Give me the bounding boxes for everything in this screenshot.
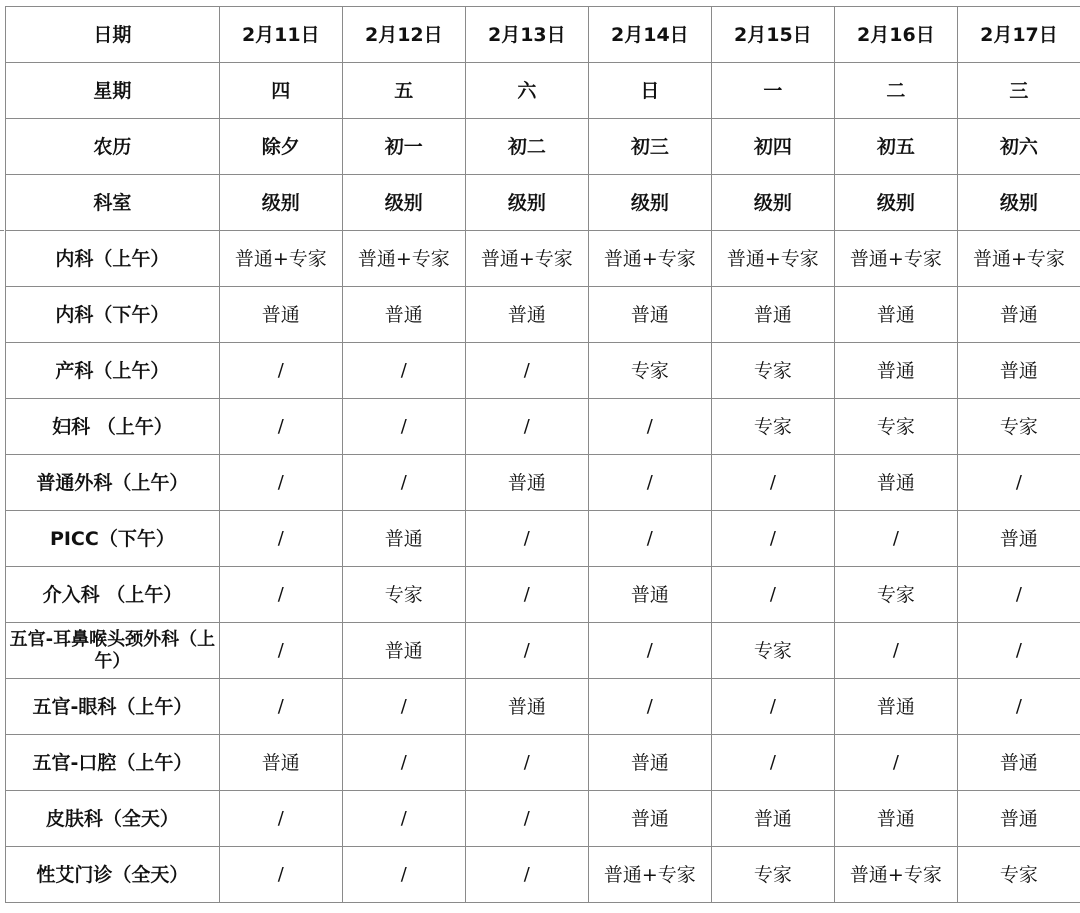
schedule-cell: / bbox=[588, 679, 711, 735]
schedule-cell: 普通 bbox=[957, 791, 1080, 847]
schedule-cell: 普通 bbox=[588, 567, 711, 623]
schedule-cell: / bbox=[588, 511, 711, 567]
row-header-label: 日期 bbox=[6, 7, 220, 63]
header-row bbox=[6, 63, 1080, 119]
header-cell: 五 bbox=[342, 63, 465, 119]
schedule-cell: 普通 bbox=[957, 735, 1080, 791]
schedule-cell: 专家 bbox=[342, 567, 465, 623]
header-cell: 三 bbox=[957, 63, 1080, 119]
table-row bbox=[6, 511, 1080, 567]
table-row bbox=[6, 455, 1080, 511]
header-cell: 初三 bbox=[588, 119, 711, 175]
schedule-cell: / bbox=[342, 847, 465, 903]
department-label: 内科（下午） bbox=[6, 287, 220, 343]
schedule-cell: 普通 bbox=[588, 287, 711, 343]
department-label: 皮肤科（全天） bbox=[6, 791, 220, 847]
schedule-cell: / bbox=[588, 399, 711, 455]
schedule-cell: / bbox=[342, 679, 465, 735]
schedule-cell: 普通 bbox=[219, 735, 342, 791]
schedule-cell: / bbox=[219, 399, 342, 455]
row-header-label: 农历 bbox=[6, 119, 220, 175]
department-label: 产科（上午） bbox=[6, 343, 220, 399]
schedule-cell: 专家 bbox=[957, 847, 1080, 903]
schedule-cell: 普通 bbox=[465, 287, 588, 343]
schedule-cell: 普通 bbox=[957, 511, 1080, 567]
schedule-cell: / bbox=[711, 567, 834, 623]
header-cell: 级别 bbox=[588, 175, 711, 231]
schedule-cell: 普通 bbox=[711, 791, 834, 847]
schedule-cell: 普通 bbox=[342, 287, 465, 343]
schedule-cell: 普通+专家 bbox=[465, 231, 588, 287]
header-cell: 除夕 bbox=[219, 119, 342, 175]
schedule-cell: 普通+专家 bbox=[588, 847, 711, 903]
schedule-cell: / bbox=[465, 791, 588, 847]
department-label: 内科（上午） bbox=[6, 231, 220, 287]
table-row bbox=[6, 847, 1080, 903]
table-row bbox=[6, 399, 1080, 455]
schedule-cell: 普通 bbox=[588, 735, 711, 791]
header-row bbox=[6, 7, 1080, 63]
header-cell: 2月14日 bbox=[588, 7, 711, 63]
header-cell: 一 bbox=[711, 63, 834, 119]
schedule-cell: / bbox=[219, 343, 342, 399]
header-cell: 级别 bbox=[957, 175, 1080, 231]
schedule-cell: 普通 bbox=[834, 679, 957, 735]
schedule-cell: / bbox=[465, 399, 588, 455]
table-row bbox=[6, 567, 1080, 623]
schedule-cell: 普通+专家 bbox=[342, 231, 465, 287]
header-row bbox=[6, 119, 1080, 175]
schedule-cell: / bbox=[219, 847, 342, 903]
schedule-cell: / bbox=[465, 735, 588, 791]
schedule-cell: 普通 bbox=[342, 511, 465, 567]
header-cell: 2月13日 bbox=[465, 7, 588, 63]
department-label: 介入科 （上午） bbox=[6, 567, 220, 623]
header-row bbox=[6, 175, 1080, 231]
table-row bbox=[6, 343, 1080, 399]
schedule-cell: 普通 bbox=[957, 343, 1080, 399]
schedule-cell: 普通 bbox=[465, 455, 588, 511]
header-cell: 2月15日 bbox=[711, 7, 834, 63]
header-cell: 级别 bbox=[834, 175, 957, 231]
schedule-cell: 普通 bbox=[957, 287, 1080, 343]
department-label: 五官-耳鼻喉头颈外科（上午） bbox=[6, 623, 220, 679]
schedule-cell: 普通 bbox=[834, 455, 957, 511]
schedule-cell: / bbox=[711, 735, 834, 791]
schedule-cell: 普通 bbox=[465, 679, 588, 735]
schedule-cell: 普通+专家 bbox=[711, 231, 834, 287]
schedule-body bbox=[6, 7, 1080, 903]
schedule-cell: 专家 bbox=[711, 847, 834, 903]
schedule-cell: / bbox=[711, 679, 834, 735]
header-cell: 初六 bbox=[957, 119, 1080, 175]
schedule-cell: / bbox=[957, 567, 1080, 623]
schedule-cell: 专家 bbox=[834, 399, 957, 455]
table-row bbox=[6, 287, 1080, 343]
department-label: PICC（下午） bbox=[6, 511, 220, 567]
row-header-label: 星期 bbox=[6, 63, 220, 119]
header-cell: 初五 bbox=[834, 119, 957, 175]
header-cell: 二 bbox=[834, 63, 957, 119]
schedule-cell: 普通+专家 bbox=[834, 847, 957, 903]
schedule-cell: / bbox=[219, 679, 342, 735]
header-cell: 2月11日 bbox=[219, 7, 342, 63]
schedule-cell: 普通 bbox=[219, 287, 342, 343]
schedule-cell: 普通+专家 bbox=[957, 231, 1080, 287]
schedule-cell: 普通 bbox=[834, 791, 957, 847]
header-cell: 初四 bbox=[711, 119, 834, 175]
header-cell: 日 bbox=[588, 63, 711, 119]
header-cell: 初一 bbox=[342, 119, 465, 175]
schedule-cell: 专家 bbox=[711, 399, 834, 455]
schedule-cell: / bbox=[342, 455, 465, 511]
header-cell: 级别 bbox=[342, 175, 465, 231]
schedule-cell: / bbox=[342, 791, 465, 847]
schedule-cell: / bbox=[834, 735, 957, 791]
schedule-cell: / bbox=[465, 623, 588, 679]
table-row bbox=[6, 679, 1080, 735]
header-cell: 初二 bbox=[465, 119, 588, 175]
schedule-cell: / bbox=[465, 847, 588, 903]
row-header-label: 科室 bbox=[6, 175, 220, 231]
department-label: 五官-眼科（上午） bbox=[6, 679, 220, 735]
schedule-cell: / bbox=[711, 511, 834, 567]
header-cell: 2月12日 bbox=[342, 7, 465, 63]
schedule-cell: 专家 bbox=[588, 343, 711, 399]
header-cell: 级别 bbox=[465, 175, 588, 231]
schedule-cell: 专家 bbox=[711, 343, 834, 399]
header-cell: 级别 bbox=[711, 175, 834, 231]
table-row bbox=[6, 735, 1080, 791]
department-label: 妇科 （上午） bbox=[6, 399, 220, 455]
schedule-cell: 普通 bbox=[834, 287, 957, 343]
schedule-cell: / bbox=[342, 399, 465, 455]
table-row bbox=[6, 623, 1080, 679]
schedule-cell: / bbox=[219, 791, 342, 847]
schedule-cell: / bbox=[834, 623, 957, 679]
holiday-clinic-schedule-table bbox=[5, 6, 1080, 903]
schedule-cell: / bbox=[342, 735, 465, 791]
header-cell: 2月16日 bbox=[834, 7, 957, 63]
schedule-cell: 专家 bbox=[834, 567, 957, 623]
schedule-cell: / bbox=[588, 455, 711, 511]
schedule-cell: / bbox=[465, 343, 588, 399]
schedule-cell: 普通 bbox=[834, 343, 957, 399]
schedule-cell: / bbox=[219, 455, 342, 511]
schedule-cell: 普通 bbox=[588, 791, 711, 847]
left-edge-line bbox=[0, 230, 4, 231]
schedule-cell: / bbox=[219, 567, 342, 623]
schedule-cell: 专家 bbox=[711, 623, 834, 679]
header-cell: 级别 bbox=[219, 175, 342, 231]
schedule-cell: 普通+专家 bbox=[588, 231, 711, 287]
header-cell: 六 bbox=[465, 63, 588, 119]
schedule-cell: / bbox=[465, 511, 588, 567]
schedule-cell: / bbox=[219, 623, 342, 679]
schedule-cell: / bbox=[219, 511, 342, 567]
schedule-cell: 普通+专家 bbox=[834, 231, 957, 287]
schedule-cell: / bbox=[957, 455, 1080, 511]
schedule-cell: 普通 bbox=[342, 623, 465, 679]
schedule-cell: / bbox=[588, 623, 711, 679]
department-label: 性艾门诊（全天） bbox=[6, 847, 220, 903]
header-cell: 四 bbox=[219, 63, 342, 119]
schedule-cell: / bbox=[834, 511, 957, 567]
schedule-cell: 普通+专家 bbox=[219, 231, 342, 287]
department-label: 五官-口腔（上午） bbox=[6, 735, 220, 791]
table-row bbox=[6, 791, 1080, 847]
schedule-cell: / bbox=[957, 623, 1080, 679]
schedule-cell: / bbox=[957, 679, 1080, 735]
schedule-cell: / bbox=[711, 455, 834, 511]
department-label: 普通外科（上午） bbox=[6, 455, 220, 511]
table-row bbox=[6, 231, 1080, 287]
schedule-cell: / bbox=[465, 567, 588, 623]
schedule-cell: 专家 bbox=[957, 399, 1080, 455]
schedule-cell: 普通 bbox=[711, 287, 834, 343]
schedule-cell: / bbox=[342, 343, 465, 399]
header-cell: 2月17日 bbox=[957, 7, 1080, 63]
